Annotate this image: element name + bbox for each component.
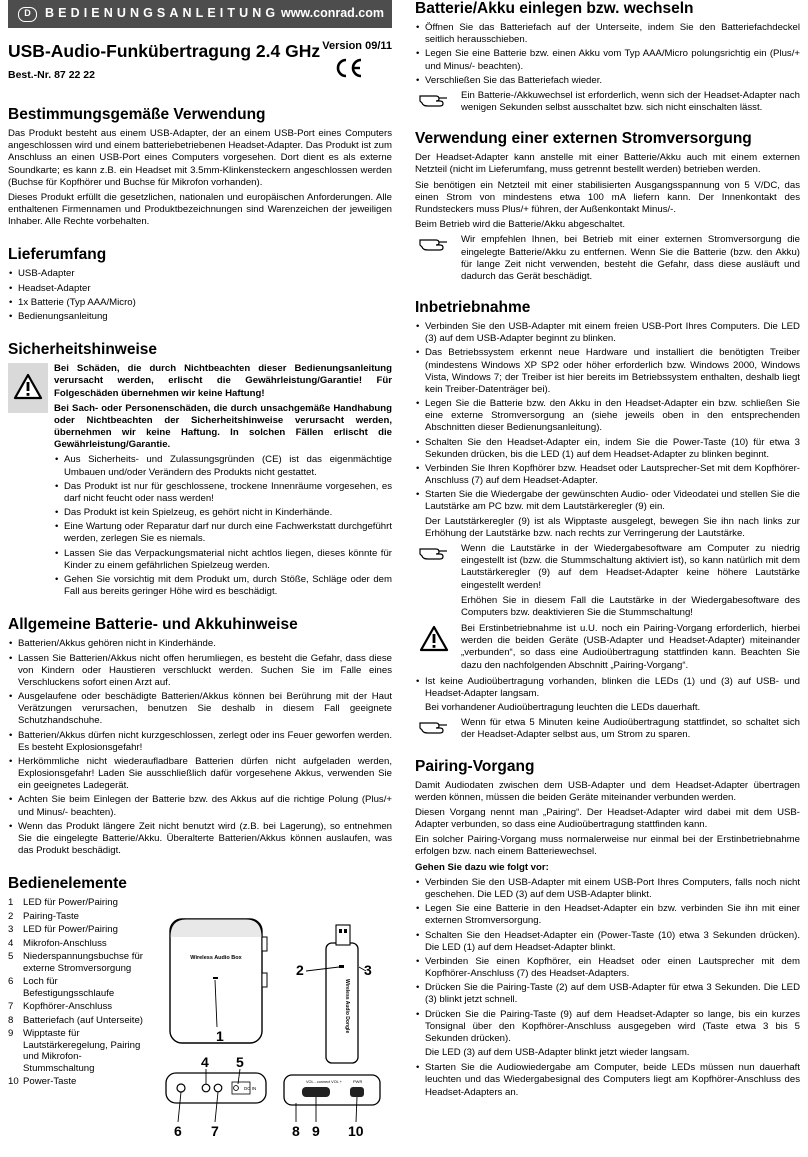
callout-6: 6 [174, 1123, 182, 1138]
note-text: Wir empfehlen Ihnen, bei Betrieb mit einer externen Stromversorgung die eingelegte Batterie/Akku zu entfernen. Wenn Sie die Batterie (bzw. den Akku) für lange Zeit nicht verwenden, besteht die Gefahr, dass diese ausläuft und dadurch das Gerät beschädigt. [461, 234, 800, 282]
startup-list [415, 321, 800, 514]
list-item: • Ausgelaufene oder beschädigte Batterien/Akkus können bei Berührung mit der Haut Verätzungen verursachen, benutzen Sie deshalb in diesem Fall geeignete Schutzhandschuhe. [8, 691, 392, 728]
safety-list [54, 454, 392, 598]
callout-3: 3 [364, 962, 372, 979]
callout-9: 9 [312, 1123, 320, 1138]
document-title: USB-Audio-Funkübertragung 2.4 GHz [8, 41, 321, 61]
controls-list [8, 897, 143, 1090]
startup-heading: Inbetriebnahme [415, 299, 531, 317]
pointing-hand-icon [419, 90, 449, 110]
control-item: 10 Power-Taste [8, 1076, 77, 1088]
external-power-text-2: Sie benötigen ein Netzteil mit einer stabilisierten Ausgangsspannung von 5 V/DC, das einen Strom von mindestens etwa 100 mA liefern kann. Der Innenkontakt des Rundsteckers muss Plus/+ führen, der Außenkontakt Minus/-. [415, 179, 800, 215]
callout-10: 10 [348, 1123, 364, 1138]
pairing-list-2 [415, 1062, 800, 1099]
intended-use-heading: Bestimmungsgemäße Verwendung [8, 106, 266, 123]
callout-8: 8 [292, 1123, 300, 1138]
list-item: • Schalten Sie den Headset-Adapter ein (Power-Taste (10) etwa 3 Sekunden drücken). Die LED (1) auf dem Headset-Adapter blinkt. [415, 930, 800, 954]
volume-text: Der Lautstärkeregler (9) ist als Wipptaste ausgelegt, bewegen Sie ihn nach links zur Erhöhung der Lautstärke bzw. nach rechts zur Verringerung der Lautstärke. [425, 515, 800, 539]
right-column [415, 0, 800, 1101]
control-item: 7 Kopfhörer-Anschluss [8, 1001, 113, 1013]
safety-warranty-text: Bei Schäden, die durch Nichtbeachten dieser Bedienungsanleitung verursacht werden, erlischt die Gewährleistung/Garantie! Für Folgeschäden übernehmen wir keine Haftung! [54, 363, 392, 399]
list-item: • Headset-Adapter [8, 283, 392, 295]
list-item: • Aus Sicherheits- und Zulassungsgründen (CE) ist das eigenmächtige Umbauen und/oder Verändern des Produkts nicht gestattet. [54, 454, 392, 478]
header-url[interactable]: www.conrad.com [280, 6, 384, 21]
callout-1: 1 [216, 1028, 224, 1045]
list-item: • Verbinden Sie den USB-Adapter mit einem USB-Port Ihres Computers, falls noch nicht geschehen. Die LED (3) auf dem USB-Adapter blinkt. [415, 877, 800, 901]
battery-change-list [415, 22, 800, 87]
pointing-hand-icon [419, 234, 449, 254]
controls-section [8, 897, 392, 1157]
list-item: • Verbinden Sie den USB-Adapter mit einem freien USB-Port Ihres Computers. Die LED (3) auf dem USB-Adapter beginnt zu blinken. [415, 321, 800, 345]
startup-list-2 [415, 676, 800, 700]
control-item: 6 Loch für Befestigungsschlaufe [8, 976, 115, 999]
list-item: • Lassen Sie das Verpackungsmaterial nicht achtlos liegen, dieses könnte für Kinder zu einem gefährlichen Spielzeug werden. [54, 548, 392, 572]
pairing-led-text: Die LED (3) auf dem USB-Adapter blinkt jetzt wieder langsam. [425, 1047, 690, 1059]
pairing-heading: Pairing-Vorgang [415, 757, 535, 775]
list-item: • Herkömmliche nicht wiederaufladbare Batterien dürfen nicht aufgeladen werden, Explosionsgefahr! Laden Sie ausschließlich dafür vorgesehene Akkus, verwenden Sie ein geeignetes Ladegerät. [8, 756, 392, 793]
header-bar [8, 0, 392, 28]
pairing-howto: Gehen Sie dazu wie folgt vor: [415, 861, 549, 873]
controls-heading: Bedienelemente [8, 875, 127, 893]
control-item: 9 Wipptaste für Lautstärkeregelung, Pairing und Mikrofon-Stummschaltung [8, 1028, 141, 1074]
intended-use-text-2: Dieses Produkt erfüllt die gesetzlichen, nationalen und europäischen Anforderungen. Alle enthaltenen Firmennamen und Produktbezeichnungen sind Warenzeichen der jeweiligen Inhaber. Alle Rechte vorbehalten. [8, 191, 392, 228]
external-power-heading: Verwendung einer externen Stromversorgung [415, 130, 752, 148]
left-column [8, 0, 392, 1157]
battery-general-list [8, 638, 392, 857]
scope-list [8, 268, 392, 323]
list-item: • Verschließen Sie das Batteriefach wieder. [415, 75, 800, 87]
list-item: • Legen Sie die Batterie bzw. den Akku in den Headset-Adapter ein bzw. schließen Sie eine externe Stromversorgung an (siehe jeweils oben in den entsprechenden Abschnitten dieser Bedienungsanleitung). [415, 398, 800, 435]
header-title: BEDIENUNGSANLEITUNG [45, 6, 280, 21]
list-item: • Das Produkt ist kein Spielzeug, es gehört nicht in Kinderhände. [54, 507, 392, 519]
control-item: 4 Mikrofon-Anschluss [8, 937, 107, 949]
list-item: • USB-Adapter [8, 268, 392, 280]
control-item: 3 LED für Power/Pairing [8, 924, 118, 936]
list-item: • Ist keine Audioübertragung vorhanden, blinken die LEDs (1) und (3) auf USB- und Headset-Adapter langsam. [415, 676, 800, 700]
control-item: 2 Pairing-Taste [8, 910, 79, 922]
callout-4: 4 [201, 1054, 209, 1071]
note-text: Wenn die Lautstärke in der Wiedergabesoftware am Computer zu niedrig eingestellt ist (bzw. die Stummschaltung aktiviert ist), so kann natürlich mit dem Lautstärkeregler (9) auf dem Headset-Adapter keine höhere Lautstärke eingestellt werden! [461, 542, 800, 591]
list-item: • Starten Sie die Audiowiedergabe am Computer, beide LEDs müssen nun dauerhaft leuchten und das Wiedergabesignal des Computers liegt am Kopfhörer-Anschluss des Headset-Adapters an. [415, 1062, 800, 1099]
list-item: • Verbinden Sie einen Kopfhörer, ein Headset oder einen Lautsprecher mit dem Kopfhörer-Anschluss (7) des Headset-Adapters. [415, 956, 800, 980]
ce-mark-icon [334, 57, 364, 79]
svg-text:VOL - connect VOL +: VOL - connect VOL + [306, 1080, 342, 1085]
list-item: • 1x Batterie (Typ AAA/Micro) [8, 297, 392, 309]
led-1-icon [213, 977, 218, 979]
external-power-text-1: Der Headset-Adapter kann anstelle mit einer Batterie/Akku auch mit einem externen Netzteil (nicht im Lieferumfang, muss getrennt bestellt werden) betrieben werden. [415, 152, 800, 176]
battery-change-note [415, 90, 800, 114]
auto-off-note [415, 717, 800, 741]
scope-heading: Lieferumfang [8, 246, 107, 264]
safety-liability-text: Bei Sach- oder Personenschäden, die durch unsachgemäße Handhabung oder Nichtbeachten der Sicherheitshinweise verursacht werden, übernehmen wir keine Haftung. In solchen Fällen erlischt die Gewährleistung/Garantie. [54, 402, 392, 451]
pointing-hand-icon [419, 543, 449, 563]
device-figure [156, 917, 392, 1137]
led-text: Bei vorhandener Audioübertragung leuchten die LEDs dauerhaft. [425, 702, 701, 714]
battery-general-heading: Allgemeine Batterie- und Akkuhinweise [8, 616, 298, 634]
order-number: Best.-Nr. 87 22 22 [8, 69, 95, 82]
pairing-warning [415, 623, 800, 672]
dongle-label: Wireless Audio Dongle [344, 979, 350, 1034]
list-item: • Lassen Sie Batterien/Akkus nicht offen herumliegen, es besteht die Gefahr, dass diese von Kindern oder Haustieren verschluckt werden. Suchen Sie im Falle eines Verschluckens sofort einen Arzt auf. [8, 653, 392, 690]
pairing-text-2: Diesen Vorgang nennt man „Pairing“. Der Headset-Adapter wird dabei mit dem USB-Adapter verbunden, so dass eine Audioübertragung stattfinden kann. [415, 806, 800, 831]
safety-block [8, 363, 392, 598]
safety-icon-box [8, 363, 48, 413]
note-text: Wenn für etwa 5 Minuten keine Audioübertragung stattfindet, so schaltet sich der Headset-Adapter selbst aus, um Strom zu sparen. [461, 717, 800, 741]
pairing-text-1: Damit Audiodaten zwischen dem USB-Adapter und dem Headset-Adapter übertragen werden können, müssen die beiden Geräte miteinander verbunden werden. [415, 779, 800, 803]
control-item: 1 LED für Power/Pairing [8, 897, 118, 909]
led-3-icon [339, 965, 344, 968]
headset-adapter-illustration [170, 919, 267, 1043]
volume-note [415, 543, 800, 619]
headset-adapter-side [166, 1073, 266, 1103]
note-text: Bei Erstinbetriebnahme ist u.U. noch ein Pairing-Vorgang erforderlich, hierbei werden die beiden Geräte (USB-Adapter und Headset-Adapter) miteinander „verbunden“, so dass eine Audioübertragung stattfinden kann. Beachten Sie dazu den nachfolgenden Abschnitt „Pairing-Vorgang“. [461, 623, 800, 671]
intended-use-text-1: Das Produkt besteht aus einem USB-Adapter, der an einem USB-Port eines Computers angeschlossen wird und einem batteriebetriebenen Headset-Adapter. Das Produkt ist zum Anschluss an einen USB-Port eines Computers vorgesehen. Dort dient es als externe Soundkarte; es kann z.B. ein Headset mit 3.5mm-Klinkensteckern angeschlossen werden (Buchse für Kopfhörer und Buchse für Mikrofon vorhanden). [8, 128, 392, 188]
list-item: • Drücken Sie die Pairing-Taste (2) auf dem USB-Adapter für etwa 3 Sekunden. Die LED (3) blinkt jetzt schnell. [415, 982, 800, 1006]
list-item: • Batterien/Akkus dürfen nicht kurzgeschlossen, zerlegt oder ins Feuer geworfen werden. Es besteht Explosionsgefahr! [8, 730, 392, 754]
warning-icon [419, 625, 449, 652]
svg-text:DC IN: DC IN [244, 1086, 257, 1092]
pointing-hand-icon [419, 717, 449, 737]
title-block [8, 40, 392, 88]
external-power-note [415, 234, 800, 283]
list-item: • Verbinden Sie Ihren Kopfhörer bzw. Headset oder Lautsprecher-Set mit dem Kopfhörer-Anschluss (7) auf dem Headset-Adapter. [415, 463, 800, 487]
pairing-text-3: Ein solcher Pairing-Vorgang muss normalerweise nur einmal bei der Erstinbetriebnahme erfolgen bzw. nach einem Batteriewechsel. [415, 834, 800, 858]
external-power-text-3: Beim Betrieb wird die Batterie/Akku abgeschaltet. [415, 219, 626, 231]
list-item: • Legen Sie eine Batterie bzw. einen Akku vom Typ AAA/Micro polungsrichtig ein (Plus/+ und Minus/- beachten). [415, 48, 800, 72]
note-text: Erhöhen Sie in diesem Fall die Lautstärke in der Wiedergabesoftware des Computers bzw. deaktivieren Sie die Stummschaltung! [461, 594, 800, 618]
list-item: • Bedienungsanleitung [8, 311, 392, 323]
version-label: Version 09/11 [322, 40, 392, 52]
list-item: • Schalten Sie den Headset-Adapter ein, indem Sie die Power-Taste (10) für etwa 3 Sekunden drücken, bis die LED (1) auf dem Headset-Adapter zu blinken beginnt. [415, 437, 800, 461]
callout-7: 7 [211, 1123, 219, 1138]
svg-text:PWR: PWR [353, 1079, 363, 1085]
list-item: • Achten Sie beim Einlegen der Batterie bzw. des Akkus auf die richtige Polung (Plus/+ und Minus/- beachten). [8, 794, 392, 818]
battery-change-heading: Batterie/Akku einlegen bzw. wechseln [415, 0, 694, 17]
warning-icon [13, 373, 43, 400]
callout-2: 2 [296, 962, 304, 979]
control-strip-illustration [284, 1075, 380, 1105]
note-text: Ein Batterie-/Akkuwechsel ist erforderlich, wenn sich der Headset-Adapter nach wenigen Sekunden selbst ausschaltet bzw. sich nicht einschalten lässt. [461, 89, 800, 114]
list-item: • Das Produkt ist nur für geschlossene, trockene Innenräume vorgesehen, es darf nicht feucht oder nass werden! [54, 481, 392, 505]
list-item: • Eine Wartung oder Reparatur darf nur durch eine Fachwerkstatt durchgeführt werden, zerlegen Sie es niemals. [54, 521, 392, 545]
box-label: Wireless Audio Box [190, 955, 242, 962]
control-item: 8 Batteriefach (auf Unterseite) [8, 1014, 143, 1026]
list-item: • Legen Sie eine Batterie in den Headset-Adapter ein bzw. verbinden Sie ihn mit einer externen Stromversorgung. [415, 903, 800, 927]
callout-5: 5 [236, 1054, 244, 1071]
list-item: • Das Betriebssystem erkennt neue Hardware und installiert die benötigten Treiber (mindestens Windows XP SP2 oder höher erforderlich bzw. Windows 2000, Windows Vista, Windows 7; der Treiber ist hier bereits im Betriebssystem enthalten, deshalb liegt kein Treiber-Datenträger bei). [415, 347, 800, 396]
list-item: • Gehen Sie vorsichtig mit dem Produkt um, durch Stöße, Schläge oder dem Fall aus bereits geringer Höhe wird es beschädigt. [54, 574, 392, 598]
control-item: 5 Niederspannungsbuchse für externe Stromversorgung [8, 951, 144, 974]
pairing-list [415, 877, 800, 1045]
list-item: • Batterien/Akkus gehören nicht in Kinderhände. [8, 638, 392, 650]
list-item: • Drücken Sie die Pairing-Taste (9) auf dem Headset-Adapter so lange, bis ein kurzes Tonsignal über den Kopfhörer-Anschluss ausgegeben wird (Taste etwa 3 bis 5 Sekunden drücken). [415, 1009, 800, 1046]
list-item: • Starten Sie die Wiedergabe der gewünschten Audio- oder Videodatei und stellen Sie die Lautstärke am PC bzw. mit dem Lautstärkeregler (9) ein. [415, 489, 800, 513]
usb-dongle-illustration [326, 925, 358, 1063]
safety-heading: Sicherheitshinweise [8, 341, 158, 359]
list-item: • Öffnen Sie das Batteriefach auf der Unterseite, indem Sie den Batteriefachdeckel seitlich herausschieben. [415, 22, 800, 46]
language-badge: D [18, 7, 37, 22]
list-item: • Wenn das Produkt längere Zeit nicht benutzt wird (z.B. bei Lagerung), so entnehmen Sie die eingelegte Batterie/Akku. Überalterte Batterien/Akkus können auslaufen, was das Produkt beschädigt. [8, 821, 392, 858]
